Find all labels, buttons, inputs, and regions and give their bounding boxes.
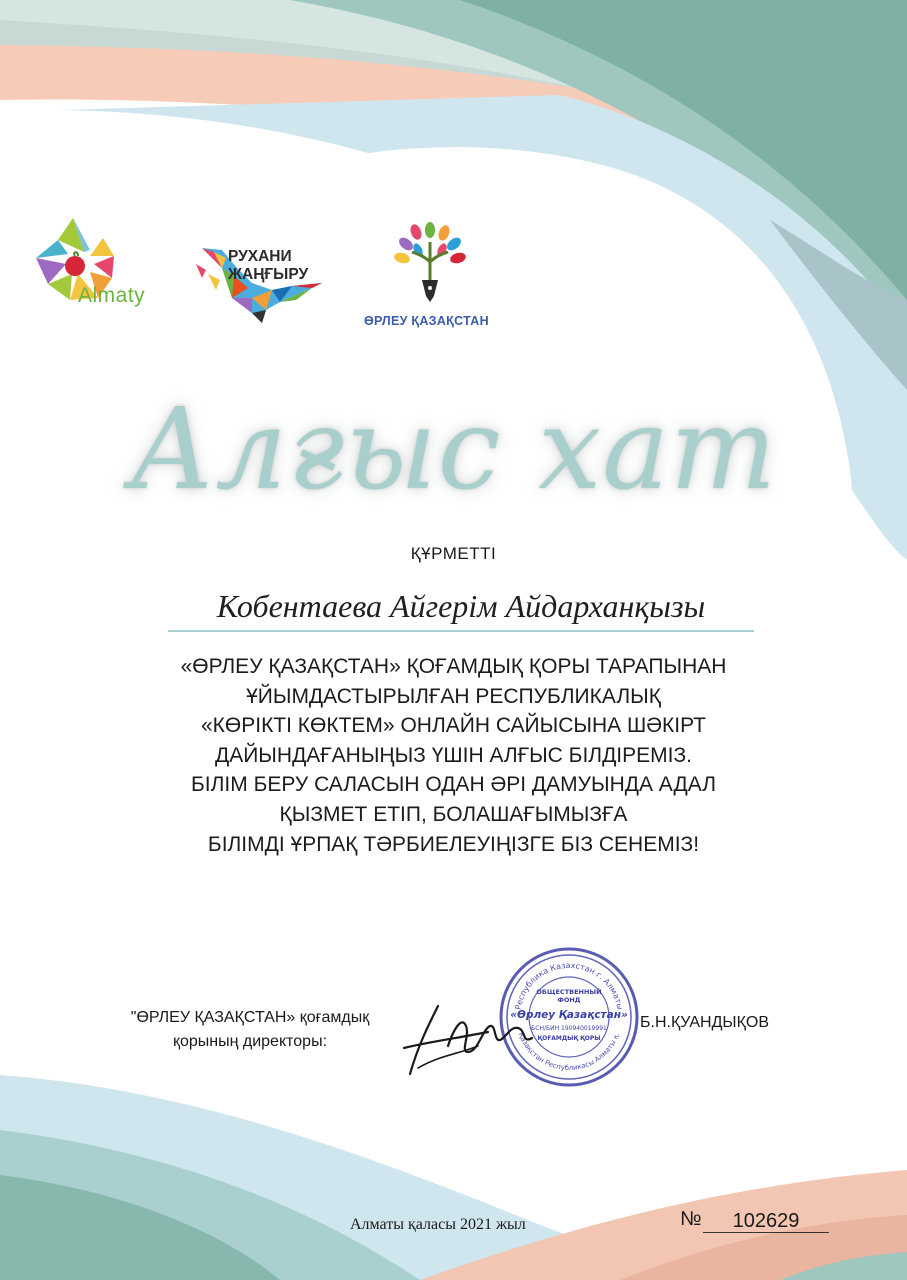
- body-line: БІЛІМДІ ҰРПАҚ ТӘРБИЕЛЕУІҢІЗГЕ БІЗ СЕНЕМІЗ!: [207, 832, 700, 856]
- number-label: №: [680, 1208, 702, 1230]
- body-line: «КӨРІКТІ КӨКТЕМ» ОНЛАЙН САЙЫСЫНА ШӘКІРТ: [200, 714, 706, 738]
- ruhani-zhangyru-logo: [192, 228, 342, 328]
- signature: [398, 996, 548, 1080]
- almaty-logo-text: Almaty: [78, 284, 146, 307]
- ruhani-line2: ЖАҢҒЫРУ: [228, 266, 309, 283]
- body-line: ҰЙЫМДАСТЫРЫЛҒАН РЕСПУБЛИКАЛЫҚ: [246, 684, 661, 708]
- city-year: Алматы қаласы 2021 жыл: [350, 1216, 526, 1233]
- recipient-name: Кобентаева Айгерім Айдарханқызы: [168, 584, 754, 632]
- stamp-kor: ҚОҒАМДЫҚ ҚОРЫ: [537, 1035, 601, 1042]
- director-caption: [100, 1006, 400, 1054]
- tree-pen-icon: [356, 222, 516, 312]
- respected-label: ҚҰРМЕТТІ: [410, 544, 497, 563]
- stamp-fund-line1: ОБЩЕСТВЕННЫЙ: [536, 988, 602, 996]
- body-line: ҚЫЗМЕТ ЕТІП, БОЛАШАҒЫМЫЗҒА: [279, 802, 628, 826]
- certificate-title: Алғыс хат: [129, 385, 778, 515]
- body-line: «ӨРЛЕУ ҚАЗАҚСТАН» ҚОҒАМДЫҚ ҚОРЫ ТАРАПЫНАН: [180, 655, 727, 678]
- almaty-logo: [28, 212, 164, 324]
- certificate-number: 102629: [703, 1210, 829, 1233]
- stamp-bottom-text: Қазақстан Республикасы Алматы қ.: [516, 1031, 622, 1073]
- signer-name: Б.Н.ҚУАНДЫҚОВ: [640, 1014, 770, 1031]
- director-line2: қорының директоры:: [172, 1033, 328, 1050]
- stamp-top-text: Республика Казахстан г. Алматы: [513, 960, 625, 1011]
- orleu-kazakhstan-logo: [356, 222, 516, 334]
- stamp-name: «Өрлеу Қазақстан»: [510, 1009, 628, 1021]
- body-line: БІЛІМ БЕРУ САЛАСЫН ОДАН ӘРІ ДАМУЫНДА АДАЛ: [191, 773, 716, 797]
- ruhani-line1: РУХАНИ: [228, 248, 292, 265]
- orleu-logo-text: ӨРЛЕУ ҚАЗАҚСТАН: [364, 314, 489, 328]
- ruhani-zhangyru-text: [228, 248, 308, 284]
- director-line1: "ӨРЛЕУ ҚАЗАҚСТАН» қоғамдық: [130, 1009, 370, 1026]
- stamp-bin: БСН/БИН 190940019991: [531, 1025, 607, 1032]
- body-line: ДАЙЫНДАҒАНЫҢЫЗ ҮШІН АЛҒЫС БІЛДІРЕМІЗ.: [214, 743, 692, 767]
- stamp-fund-line2: ФОНД: [557, 996, 581, 1004]
- gratitude-text: [70, 652, 837, 859]
